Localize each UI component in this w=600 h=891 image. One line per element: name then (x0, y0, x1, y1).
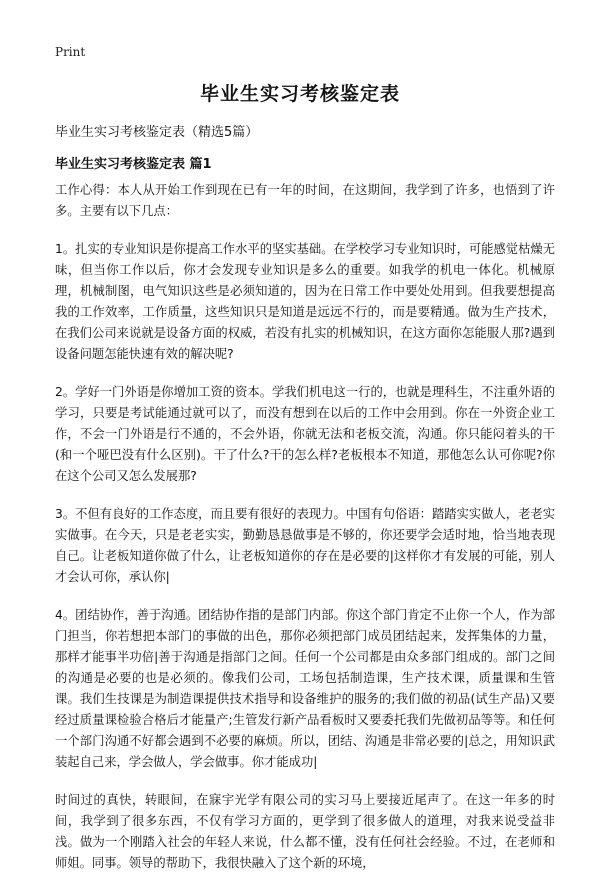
paragraph-point-4: 4。团结协作，善于沟通。团结协作指的是部门内部。你这个部门肯定不止你一个人，作为部门担当，你若想把本部门的事做的出色，那你必须把部门成员团结起来，发挥集体的力量，那样才能事半功倍|善于沟通是指部门之间。任何一个公司都是由众多部门组成的。部门之间的沟通是必要的也是必须的。像我们公司，工场包括制造课，生产技术课，质量课和生管课。我们生技课是为制造课提供技术指导和设备维护的服务的;我们做的初品(试生产品)又要经过质量课检验合格后才能量产;生管发行新产品看板时又要委托我们先做初品等等。和任何一个部门沟通不好都会遇到不必要的麻烦。所以，团结、沟通是非常必要的|总之，用知识武装起自己来，学会做人，学会做事。你才能成功| (55, 608, 555, 769)
paragraph-point-3: 3。不但有良好的工作态度，而且要有很好的表现力。中国有句俗语：踏踏实实做人，老老实实做事。在今天，只是老老实实，勤勤恳恳做事是不够的，你还要学会适时地，恰当地表现自己。让老板知道你做了什么，让老板知道你的存在是必要的|这样你才有发展的可能，别人才会认可你，承认你| (55, 507, 555, 584)
paragraph-point-1: 1。扎实的专业知识是你提高工作水平的坚实基础。在学校学习专业知识时，可能感觉枯燥无味，但当你工作以后，你才会发现专业知识是多么的重要。如我学的机电一体化。机械原理，机械制图，电气知识这些是必须知道的，因为在日常工作中要处处用到。但我要想提高我的工作效率，工作质量，这些知识只是知道是远远不行的，而是要精通。做为生产技术，在我们公司来说就是设备方面的权威，若没有扎实的机械知识，在这方面你怎能服人那?遇到设备问题怎能快速有效的解决呢? (55, 242, 555, 361)
paragraph-conclusion: 时间过的真快，转眼间，在寐宇光学有限公司的实习马上要接近尾声了。在这一年多的时间，我学到了很多东西，不仅有学习方面的，更学到了很多做人的道理，对我来说受益非浅。做为一个刚踏入社会的年轻人来说，什么都不懂，没有任何社会经验。不过，在老师和师姐。同事。领导的帮助下，我很快融入了这个新的环境， (55, 793, 555, 870)
paragraph-point-2: 2。学好一门外语是你增加工资的资本。学我们机电这一行的，也就是理科生，不注重外语的学习，只要是考试能通过就可以了，而没有想到在以后的工作中会用到。你在一外资企业工作，不会一门外语是行不通的，不会外语，你就无法和老板交流，沟通。你只能闷着头的干(和一个哑巴没有什么区别)。干了什么?干的怎么样?老板根本不知道，那他怎么认可你呢?你在这个公司又怎么发展那? (55, 385, 555, 483)
print-link[interactable]: Print (55, 45, 86, 59)
document-body (55, 180, 555, 891)
document-title: 毕业生实习考核鉴定表 (199, 83, 400, 105)
section-heading: 毕业生实习考核鉴定表 篇1 (55, 157, 212, 172)
document-subtitle: 毕业生实习考核鉴定表（精选5篇） (55, 125, 259, 140)
paragraph-intro: 工作心得：本人从开始工作到现在已有一年的时间，在这期间，我学到了许多，也悟到了许多。主要有以下几点： (55, 183, 555, 218)
